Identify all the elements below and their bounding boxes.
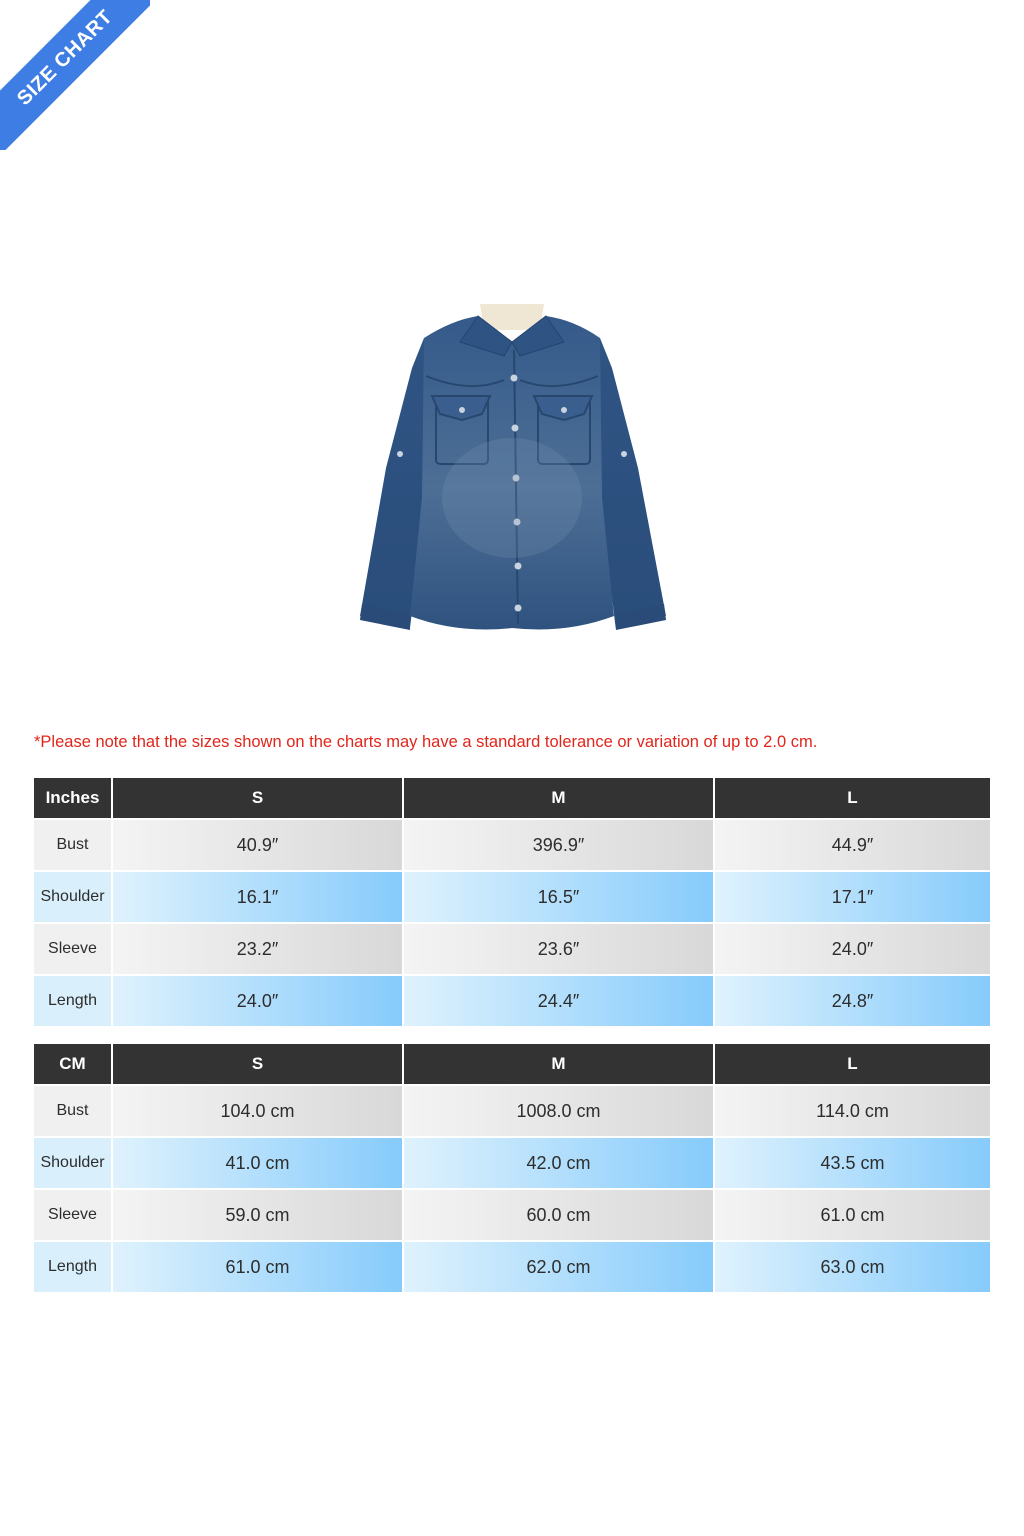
table-cell: 396.9″ — [404, 820, 713, 870]
unit-header: CM — [34, 1044, 111, 1084]
table-cell: 1008.0 cm — [404, 1086, 713, 1136]
measure-label: Bust — [34, 1086, 111, 1136]
inches-size-table — [32, 776, 992, 1028]
size-header-s: S — [113, 778, 402, 818]
table-cell: 16.1″ — [113, 872, 402, 922]
measure-label: Shoulder — [34, 1138, 111, 1188]
table-cell: 17.1″ — [715, 872, 990, 922]
size-header-m: M — [404, 778, 713, 818]
table-cell: 62.0 cm — [404, 1242, 713, 1292]
table-cell: 23.6″ — [404, 924, 713, 974]
table-cell: 24.0″ — [113, 976, 402, 1026]
table-cell: 114.0 cm — [715, 1086, 990, 1136]
table-cell: 104.0 cm — [113, 1086, 402, 1136]
table-row — [34, 924, 990, 974]
table-cell: 60.0 cm — [404, 1190, 713, 1240]
measure-label: Sleeve — [34, 1190, 111, 1240]
size-header-l: L — [715, 1044, 990, 1084]
size-chart-badge — [0, 0, 150, 150]
table-row — [34, 820, 990, 870]
denim-shirt-image — [352, 298, 672, 668]
measure-label: Bust — [34, 820, 111, 870]
table-row — [34, 1242, 990, 1292]
table-cell: 43.5 cm — [715, 1138, 990, 1188]
measure-label: Shoulder — [34, 872, 111, 922]
table-cell: 24.0″ — [715, 924, 990, 974]
size-chart-badge-label: SIZE CHART — [0, 0, 150, 150]
table-cell: 40.9″ — [113, 820, 402, 870]
table-cell: 44.9″ — [715, 820, 990, 870]
table-cell: 16.5″ — [404, 872, 713, 922]
unit-header: Inches — [34, 778, 111, 818]
table-cell: 61.0 cm — [113, 1242, 402, 1292]
table-cell: 61.0 cm — [715, 1190, 990, 1240]
table-cell: 24.8″ — [715, 976, 990, 1026]
table-cell: 23.2″ — [113, 924, 402, 974]
size-header-m: M — [404, 1044, 713, 1084]
measure-label: Length — [34, 1242, 111, 1292]
table-header-row — [34, 778, 990, 818]
measure-label: Sleeve — [34, 924, 111, 974]
table-row — [34, 976, 990, 1026]
table-cell: 63.0 cm — [715, 1242, 990, 1292]
table-cell: 24.4″ — [404, 976, 713, 1026]
table-cell: 42.0 cm — [404, 1138, 713, 1188]
measure-label: Length — [34, 976, 111, 1026]
table-row — [34, 1138, 990, 1188]
cm-size-table — [32, 1042, 992, 1294]
table-row — [34, 1086, 990, 1136]
table-cell: 59.0 cm — [113, 1190, 402, 1240]
table-row — [34, 1190, 990, 1240]
size-header-s: S — [113, 1044, 402, 1084]
tolerance-note: *Please note that the sizes shown on the charts may have a standard tolerance or variation of up to 2.0 cm. — [34, 733, 818, 751]
table-cell: 41.0 cm — [113, 1138, 402, 1188]
size-header-l: L — [715, 778, 990, 818]
table-header-row — [34, 1044, 990, 1084]
table-row — [34, 872, 990, 922]
